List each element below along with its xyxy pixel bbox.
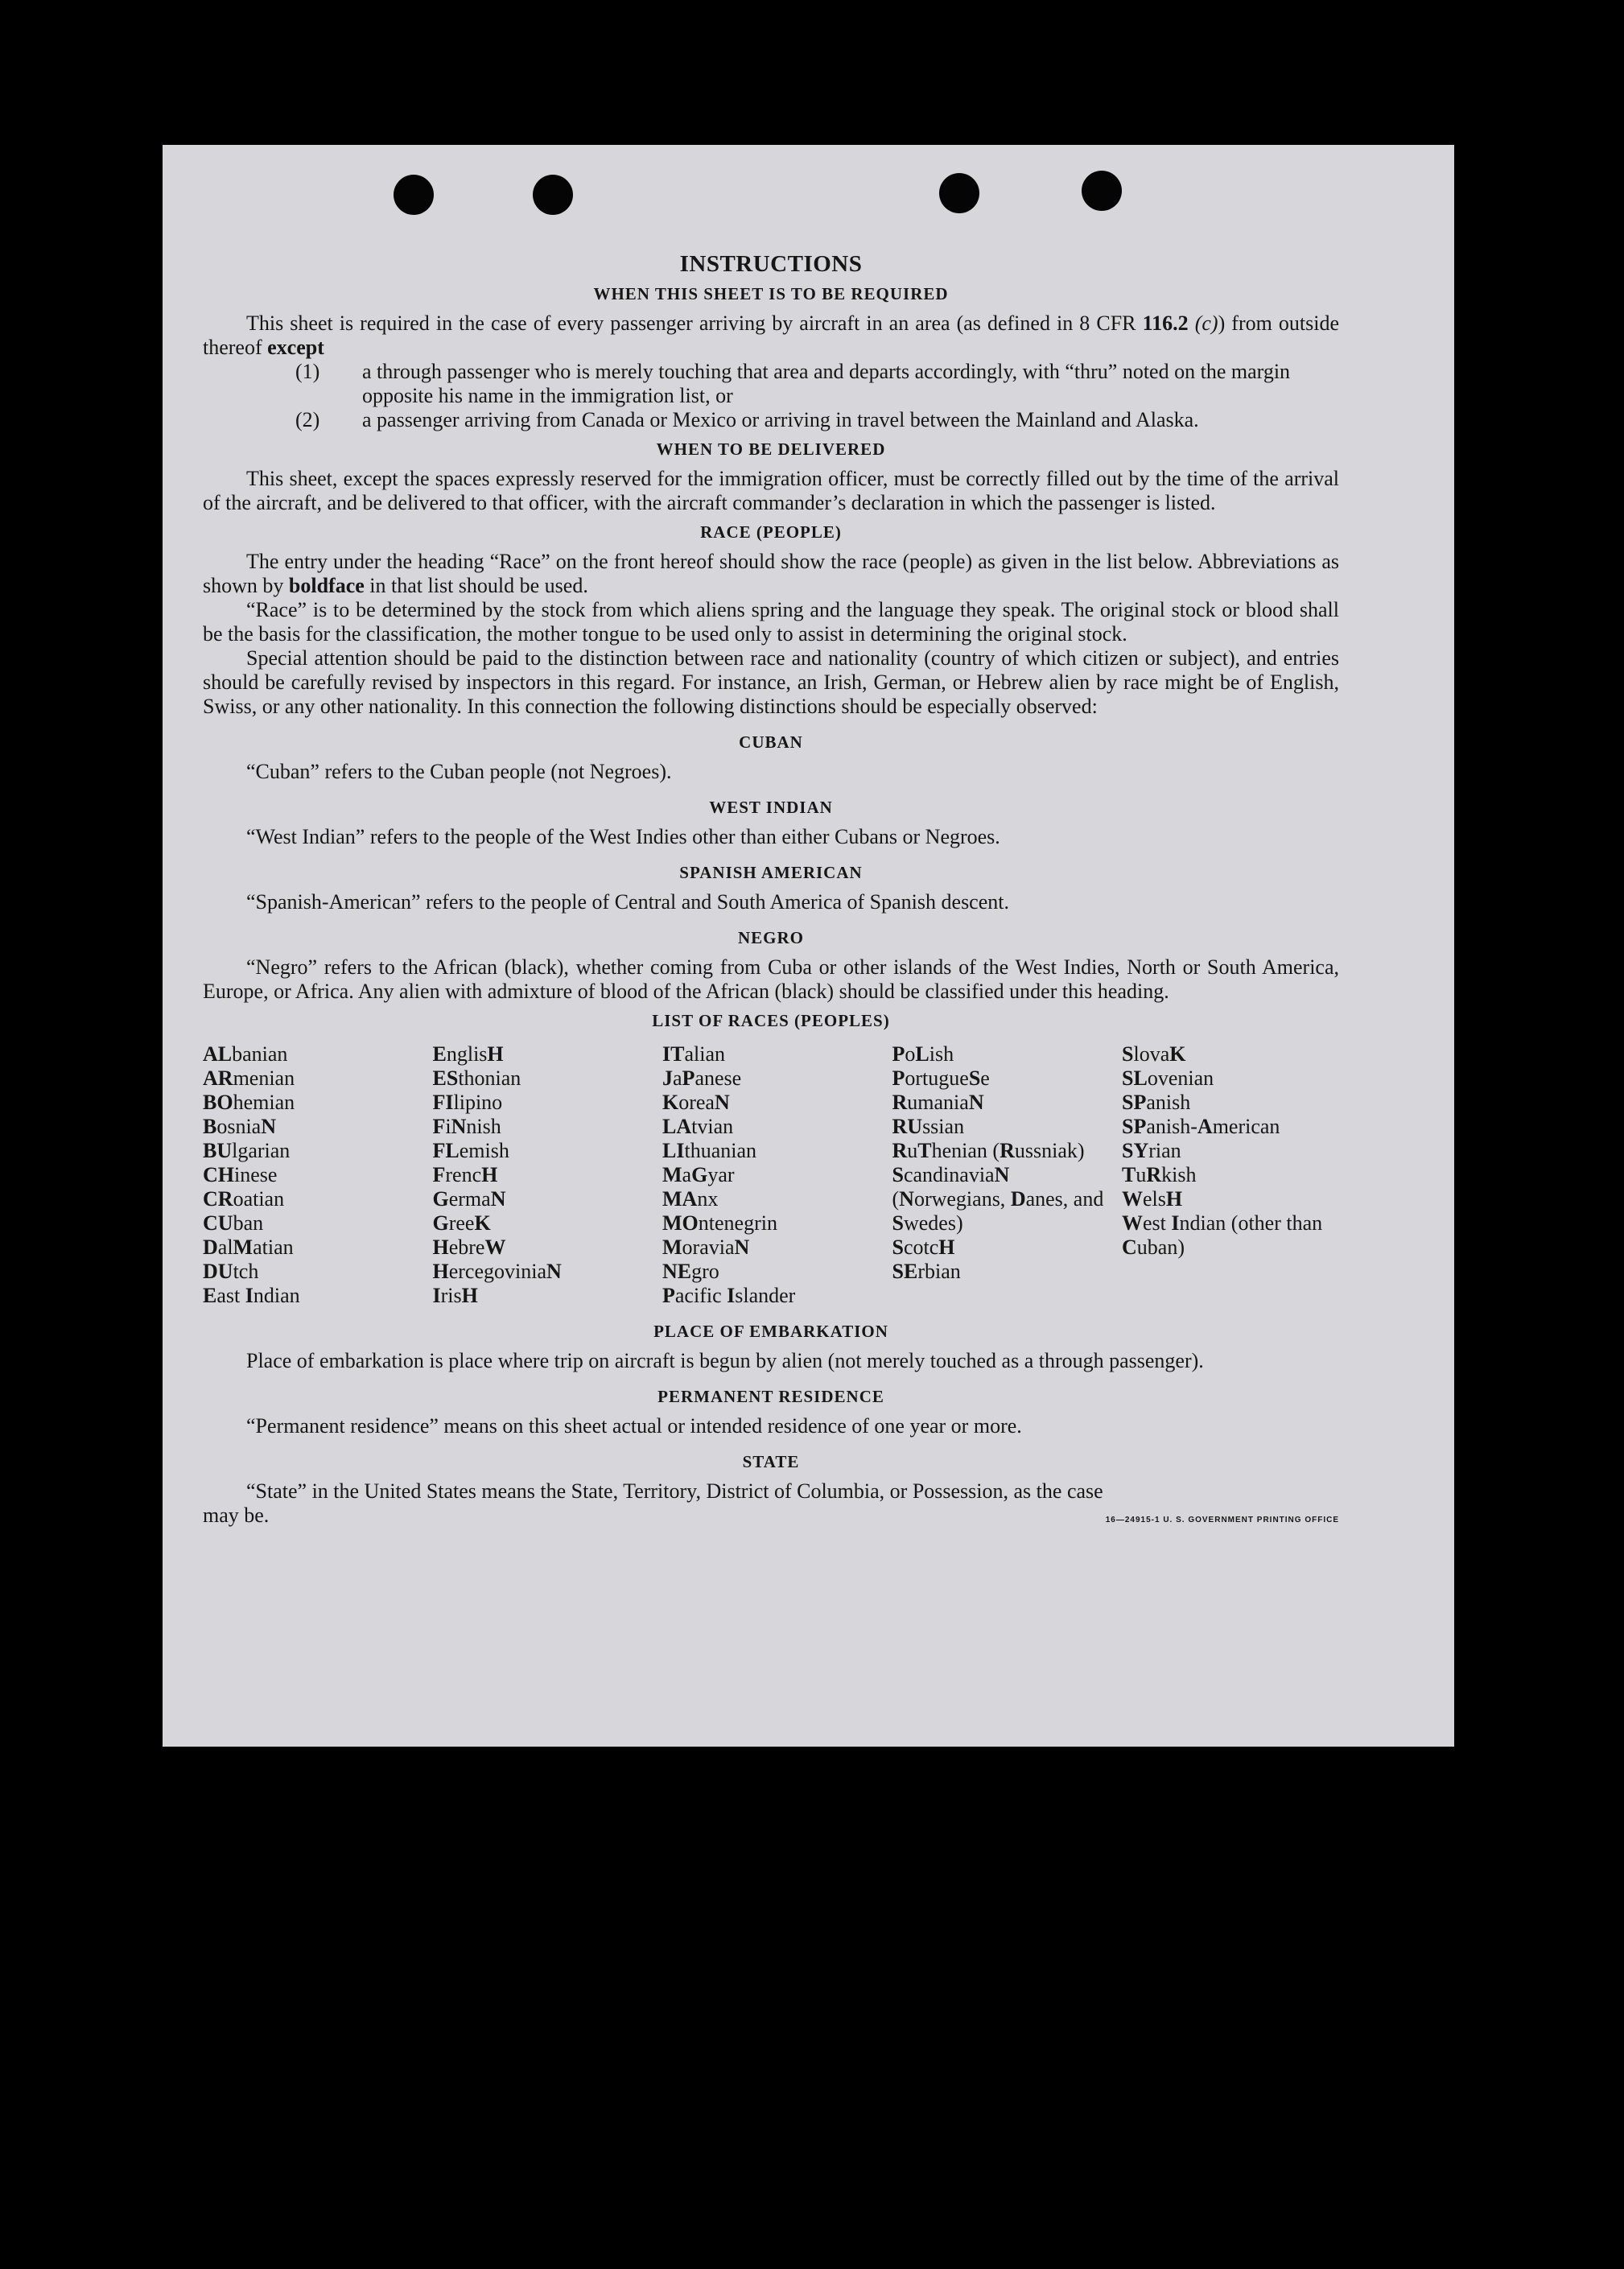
heading-list-of-races: LIST OF RACES (PEOPLES) (652, 1011, 890, 1030)
race-entry: SYrian (1122, 1139, 1181, 1162)
race-paragraph-3: Special attention should be paid to the distinction between race and nationality (country of which citizen or subject), and entries should be carefully revised by inspectors in this regard. For instance, an Irish, German, or Hebrew alien by race might be of English, Swiss, or any other nationality. In this connection the following distinctions should be especially observed: (203, 646, 1339, 718)
boldface-word: boldface (288, 574, 365, 597)
race-entry: BosniaN (203, 1115, 277, 1138)
printer-imprint: 16—24915-1 U. S. GOVERNMENT PRINTING OFFICE (1105, 1516, 1339, 1524)
required-paragraph (203, 311, 1339, 360)
races-column-3 (662, 1042, 880, 1308)
heading-permanent-residence: PERMANENT RESIDENCE (657, 1387, 884, 1406)
delivered-paragraph: This sheet, except the spaces expressly reserved for the immigration officer, must be correctly filled out by the time of the arrival of the aircraft, and be delivered to that officer, with the aircraft commander’s declaration in which the passenger is listed. (203, 467, 1339, 514)
race-paragraph-1 (203, 550, 1339, 598)
punch-hole-1 (394, 175, 434, 215)
race-entry: ScotcH (892, 1236, 955, 1259)
race-entry: MOntenegrin (662, 1211, 777, 1235)
race-entry: West Indian (other than Cuban) (1122, 1211, 1323, 1259)
races-column-2 (433, 1042, 650, 1308)
race-entry: HercegoviniaN (432, 1260, 562, 1283)
race-text-end: in that list should be used. (369, 574, 588, 597)
race-text: The entry under the heading “Race” on the front hereof should show the race (people) as given in the list below. Abbreviations as shown by (203, 550, 1339, 597)
race-entry: JaPanese (662, 1066, 742, 1090)
race-entry: NEgro (662, 1260, 719, 1283)
race-entry: IrisH (432, 1284, 478, 1307)
race-entry: ARmenian (203, 1066, 295, 1090)
state-paragraph: “State” in the United States means the State, Territory, District of Columbia, or Possession, as the case (246, 1479, 1103, 1503)
race-paragraph-2: “Race” is to be determined by the stock from which aliens spring and the language they speak. The original stock or blood shall be the basis for the classification, the mother tongue to be used only to assist in determining the original stock. (203, 598, 1339, 646)
race-entry: DalMatian (203, 1236, 294, 1259)
race-entry: EnglisH (432, 1042, 504, 1066)
race-entry: TuRkish (1122, 1163, 1197, 1186)
west-indian-paragraph: “West Indian” refers to the people of the West Indies other than either Cubans or Negroes. (246, 825, 1000, 848)
heading-embarkation: PLACE OF EMBARKATION (653, 1322, 888, 1341)
race-entry: ALbanian (203, 1042, 288, 1066)
races-list (203, 1042, 1339, 1308)
exception-number: (2) (295, 408, 320, 431)
race-entry: ScandinaviaN (Norwegians, Danes, and Swedes) (892, 1163, 1104, 1235)
race-entry: BUlgarian (203, 1139, 291, 1162)
race-entry: SErbian (892, 1260, 961, 1283)
heading-west-indian: WEST INDIAN (709, 798, 833, 817)
race-entry: SLovenian (1122, 1066, 1214, 1090)
race-entry: DUtch (203, 1260, 259, 1283)
race-entry: SPanish-American (1122, 1115, 1280, 1138)
race-entry: FiNnish (432, 1115, 501, 1138)
heading-negro: NEGRO (737, 928, 804, 947)
race-entry: HebreW (432, 1236, 506, 1259)
race-entry: FIlipino (432, 1091, 503, 1114)
race-entry: East Indian (203, 1284, 300, 1307)
heading-spanish-american: SPANISH AMERICAN (679, 863, 863, 882)
heading-race: RACE (PEOPLE) (700, 522, 842, 542)
punch-hole-3 (939, 173, 979, 213)
exception-text: a passenger arriving from Canada or Mexico or arriving in travel between the Mainland and Alaska. (362, 408, 1199, 431)
state-last-line (203, 1504, 1339, 1533)
punch-hole-4 (1082, 171, 1122, 211)
spanish-american-paragraph: “Spanish-American” refers to the people of Central and South America of Spanish descent. (246, 890, 1009, 914)
exception-item-1 (203, 360, 1339, 408)
instructions-content (203, 252, 1339, 1533)
heading-cuban: CUBAN (739, 732, 803, 752)
race-entry: RUssian (892, 1115, 965, 1138)
except-word: except (267, 336, 324, 359)
cfr-subsection: (c) (1194, 311, 1218, 335)
race-entry: CRoatian (203, 1187, 285, 1211)
race-entry: SPanish (1122, 1091, 1191, 1114)
race-entry: KoreaN (662, 1091, 730, 1114)
race-entry: LIthuanian (662, 1139, 756, 1162)
heading-when-delivered: WHEN TO BE DELIVERED (656, 439, 886, 459)
cuban-paragraph: “Cuban” refers to the Cuban people (not Negroes). (246, 760, 672, 783)
negro-paragraph: “Negro” refers to the African (black), whether coming from Cuba or other islands of the West Indies, North or South America, Europe, or Africa. Any alien with admixture of blood of the African (black) should be classified under this heading. (203, 955, 1339, 1003)
race-entry: MaGyar (662, 1163, 735, 1186)
race-entry: Pacific Islander (662, 1284, 796, 1307)
heading-state: STATE (742, 1452, 800, 1471)
race-entry: ITalian (662, 1042, 725, 1066)
exception-text: a through passenger who is merely touching that area and departs accordingly, with “thru” noted on the margin opposite his name in the immigration list, or (362, 360, 1291, 407)
race-entry: SlovaK (1122, 1042, 1186, 1066)
embarkation-paragraph: Place of embarkation is place where trip on aircraft is begun by alien (not merely touched as a through passenger). (246, 1349, 1204, 1372)
race-entry: PortugueSe (892, 1066, 990, 1090)
race-entry: WelsH (1122, 1187, 1183, 1211)
race-entry: PoLish (892, 1042, 954, 1066)
race-entry: FrencH (432, 1163, 498, 1186)
race-entry: RumaniaN (892, 1091, 984, 1114)
cfr-number: 116.2 (1142, 311, 1189, 335)
race-entry: GermaN (432, 1187, 506, 1211)
exception-item-2 (203, 408, 1339, 432)
state-paragraph-end: may be. (203, 1504, 270, 1527)
heading-when-required: WHEN THIS SHEET IS TO BE REQUIRED (593, 284, 949, 303)
race-entry: ESthonian (432, 1066, 521, 1090)
race-entry: RuThenian (Russniak) (892, 1139, 1085, 1162)
required-text-rest: ) from outside thereof (203, 311, 1340, 359)
race-entry: BOhemian (203, 1091, 295, 1114)
exception-number: (1) (295, 360, 320, 383)
races-column-4 (892, 1042, 1110, 1308)
race-entry: MAnx (662, 1187, 719, 1211)
race-entry: GreeK (432, 1211, 491, 1235)
residence-paragraph: “Permanent residence” means on this sheet actual or intended residence of one year or more. (246, 1414, 1022, 1438)
race-entry: LAtvian (662, 1115, 734, 1138)
document-sheet (163, 145, 1454, 1747)
required-text: This sheet is required in the case of every passenger arriving by aircraft in an area (as defined in 8 CFR (246, 311, 1136, 335)
page-title: INSTRUCTIONS (679, 251, 863, 277)
races-column-5 (1122, 1042, 1339, 1308)
race-entry: CUban (203, 1211, 264, 1235)
race-entry: MoraviaN (662, 1236, 750, 1259)
race-entry: CHinese (203, 1163, 278, 1186)
race-entry: FLemish (432, 1139, 509, 1162)
races-column-1 (203, 1042, 420, 1308)
punch-hole-2 (533, 175, 573, 215)
